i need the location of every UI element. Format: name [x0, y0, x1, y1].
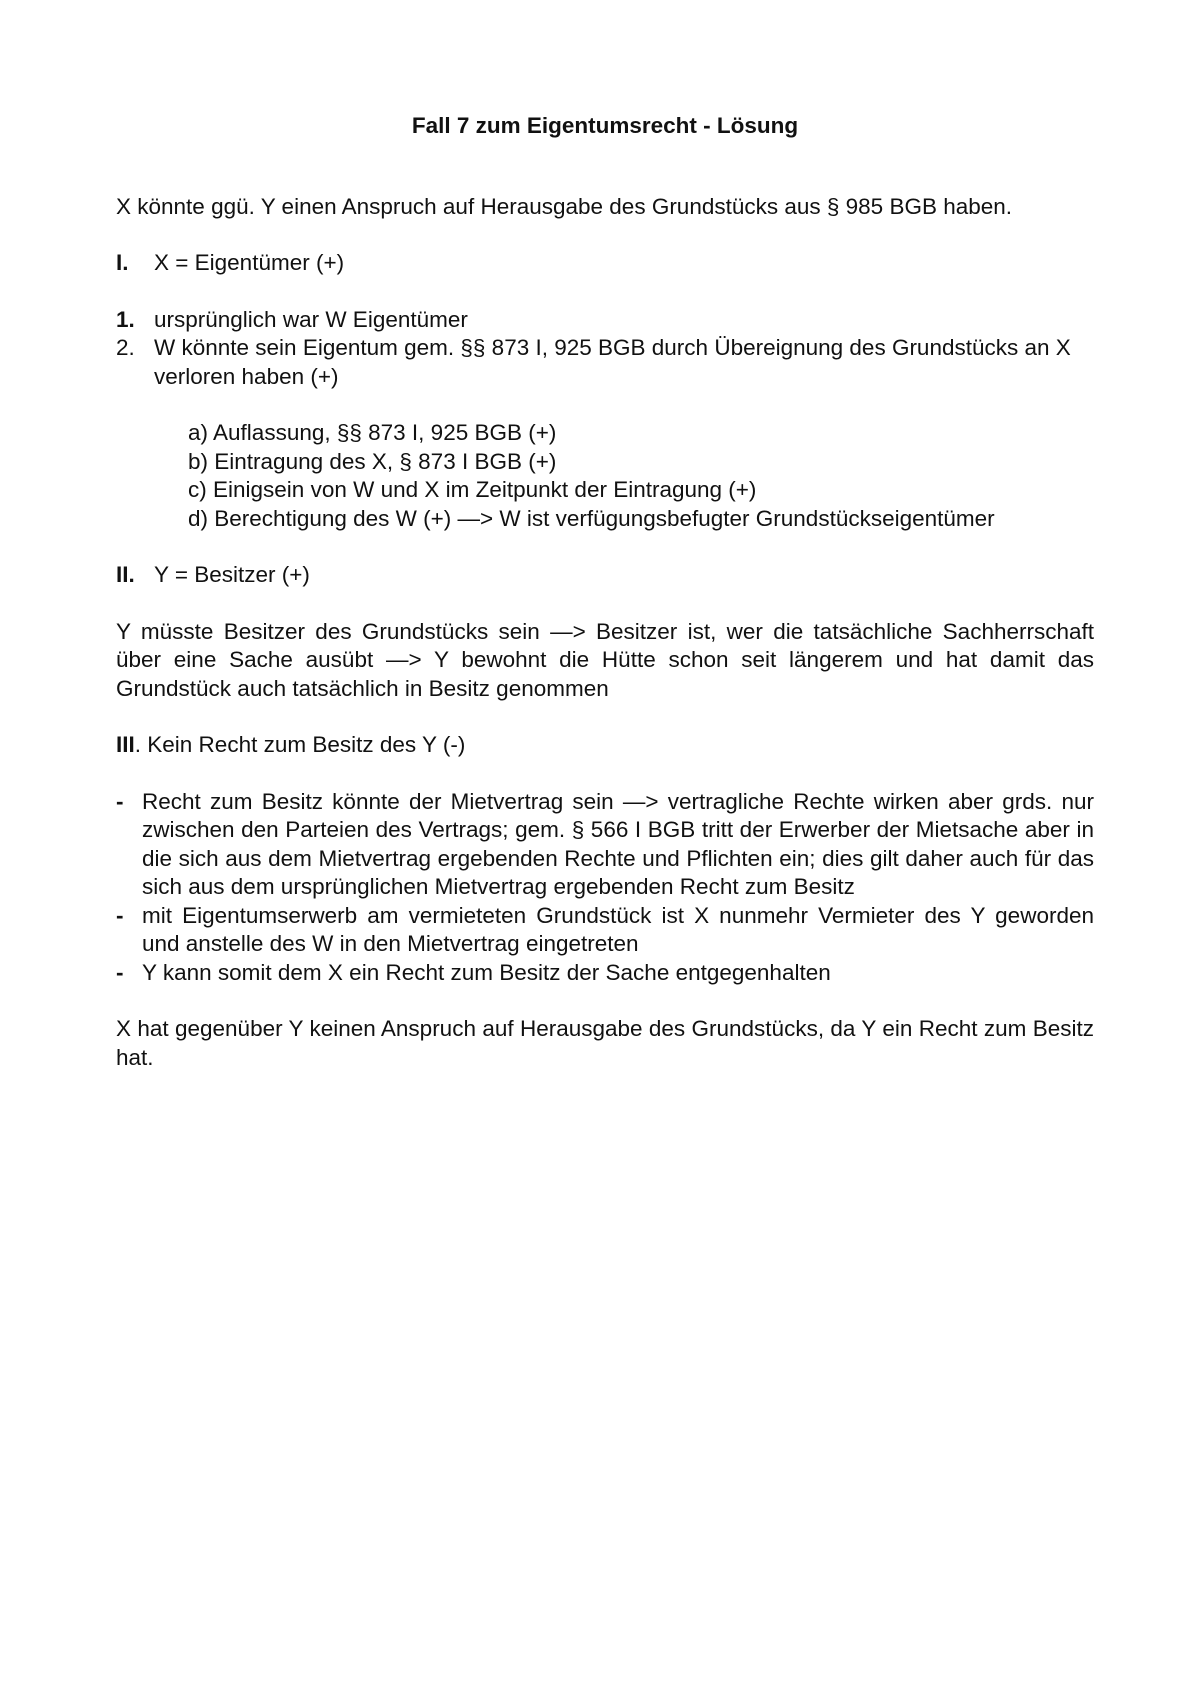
bullet-mark: -	[116, 788, 124, 814]
sub-item-letter: d)	[188, 505, 209, 531]
list-item-number: 2.	[116, 335, 135, 360]
sub-item-text: Berechtigung des W (+) —> W ist verfügungsbefugter Grundstückseigentümer	[214, 505, 995, 531]
section-1-numeral: I.	[116, 250, 129, 275]
sub-item-text: Auflassung, §§ 873 I, 925 BGB (+)	[213, 420, 557, 445]
list-item	[116, 334, 1094, 391]
sub-item-text: Einigsein von W und X im Zeitpunkt der Eintragung (+)	[213, 477, 757, 502]
sub-item-letter: a)	[188, 420, 209, 445]
section-1-title: X = Eigentümer (+)	[154, 250, 345, 275]
intro-paragraph: X könnte ggü. Y einen Anspruch auf Herausgabe des Grundstücks aus § 985 BGB haben.	[116, 193, 1013, 219]
section-3-numeral: III	[116, 732, 135, 757]
sub-list-item	[188, 476, 1094, 505]
bullet-item	[116, 959, 1094, 988]
bullet-text: Recht zum Besitz könnte der Mietvertrag sein —> vertragliche Rechte wirken aber grds. nur zwischen den Parteien des Vertrags; gem. § 566 I BGB tritt der Erwerber der Mietsache aber in die sich aus dem Mietvertrag ergebenden Rechte und Pflichten ein; dies gilt daher auch für das sich aus dem ursprünglichen Mietvertrag ergebenden Recht zum Besitz	[142, 788, 1094, 899]
conclusion-paragraph: X hat gegenüber Y keinen Anspruch auf Herausgabe des Grundstücks, da Y ein Recht zum Besitz hat.	[116, 1016, 1094, 1070]
bullet-mark: -	[116, 959, 124, 985]
section-2-title: Y = Besitzer (+)	[154, 562, 310, 587]
bullet-mark: -	[116, 902, 124, 928]
bullet-text: Y kann somit dem X ein Recht zum Besitz der Sache entgegenhalten	[142, 959, 831, 985]
sub-item-letter: c)	[188, 477, 207, 502]
list-item-number: 1.	[116, 306, 135, 332]
section-2-numeral: II.	[116, 562, 135, 587]
document-page	[116, 112, 1094, 1072]
section-3-heading	[116, 731, 1094, 760]
bullet-item	[116, 788, 1094, 902]
sub-list	[188, 419, 1094, 533]
sub-item-text: Eintragung des X, § 873 I BGB (+)	[214, 448, 557, 474]
section-2-body: Y müsste Besitzer des Grundstücks sein —> Besitzer ist, wer die tatsächliche Sachherrschaft über eine Sache ausübt —> Y bewohnt die Hütte schon seit längerem und hat damit das Grundstück auch tatsächlich in Besitz genommen	[116, 618, 1094, 701]
bullet-item	[116, 902, 1094, 959]
section-3-title: . Kein Recht zum Besitz des Y (-)	[134, 732, 466, 757]
list-item-text: W könnte sein Eigentum gem. §§ 873 I, 925 BGB durch Übereignung des Grundstücks an X verloren haben (+)	[154, 335, 1071, 389]
sub-list-item	[188, 448, 1094, 477]
section-1-heading	[116, 249, 1094, 278]
sub-item-letter: b)	[188, 448, 209, 474]
list-item	[116, 306, 1094, 335]
sub-list-item	[188, 419, 1094, 448]
list-item-text: ursprünglich war W Eigentümer	[154, 306, 468, 332]
sub-list-item	[188, 505, 1094, 534]
bullet-text: mit Eigentumserwerb am vermieteten Grundstück ist X nunmehr Vermieter des Y geworden und anstelle des W in den Mietvertrag eingetreten	[142, 902, 1094, 956]
document-title: Fall 7 zum Eigentumsrecht - Lösung	[411, 113, 799, 138]
section-2-heading	[116, 561, 1094, 590]
